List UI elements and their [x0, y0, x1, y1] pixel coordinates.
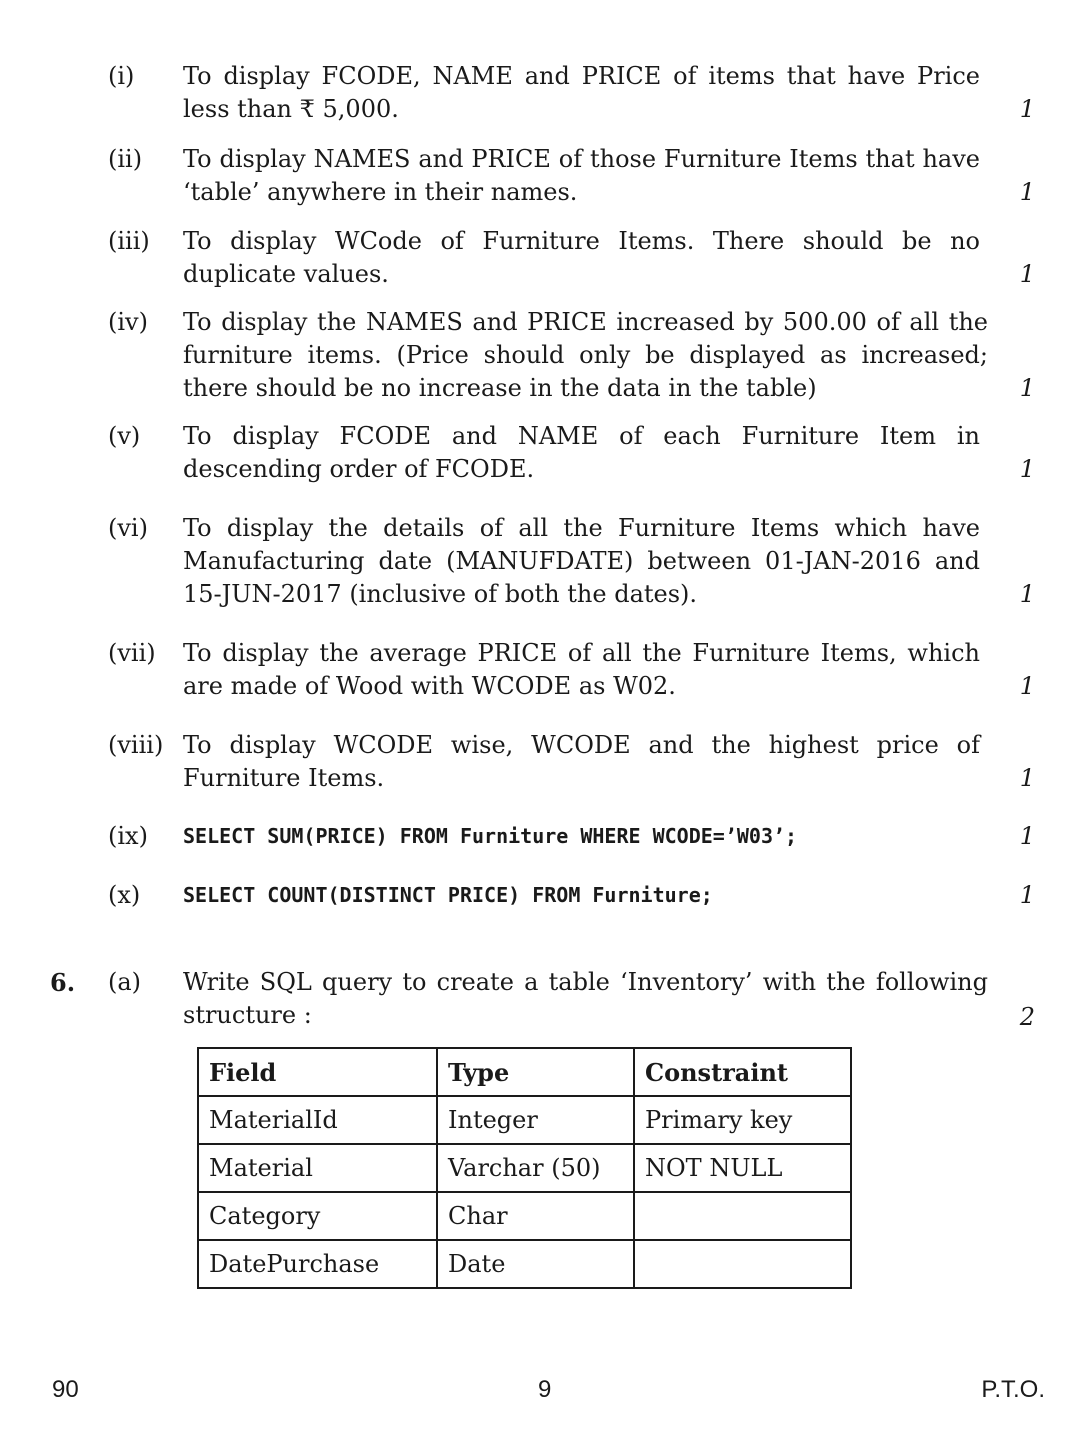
table-row: [198, 1096, 851, 1144]
question-text: To display NAMES and PRICE of those Furniture Items that have ‘table’ anywhere in their names.: [183, 145, 980, 206]
question-part-label: (a): [108, 968, 142, 996]
question-marks: 1: [1019, 260, 1035, 288]
sql-query-text: SELECT SUM(PRICE) FROM Furniture WHERE WCODE=’W03’;: [183, 824, 798, 848]
table-cell: Char: [437, 1192, 634, 1240]
question-marks: 2: [1019, 1003, 1035, 1031]
sql-query-text: SELECT COUNT(DISTINCT PRICE) FROM Furniture;: [183, 883, 713, 907]
question-marks: 1: [1019, 178, 1035, 206]
question-marks: 1: [1019, 822, 1035, 850]
table-cell: DatePurchase: [198, 1240, 437, 1288]
table-cell: Primary key: [634, 1096, 851, 1144]
question-text: To display the average PRICE of all the Furniture Items, which are made of Wood with WCODE as W02.: [183, 639, 980, 700]
table-cell: Date: [437, 1240, 634, 1288]
question-text: To display FCODE, NAME and PRICE of items that have Price less than ₹ 5,000.: [183, 62, 980, 123]
question-number: (vi): [108, 514, 148, 542]
question-marks: 1: [1019, 881, 1035, 909]
inventory-structure-table: [197, 1047, 852, 1289]
table-row: [198, 1240, 851, 1288]
table-cell: [634, 1240, 851, 1288]
question-marks: 1: [1019, 764, 1035, 792]
page-number: 9: [538, 1376, 552, 1403]
table-cell: Material: [198, 1144, 437, 1192]
question-main-number: 6.: [50, 968, 76, 997]
question-number: (v): [108, 422, 141, 450]
column-header: Field: [198, 1048, 437, 1096]
question-text: To display the details of all the Furniture Items which have Manufacturing date (MANUFDATE) between 01-JAN-2016 and 15-JUN-2017 (inclusive of both the dates).: [183, 514, 980, 608]
table-cell: Varchar (50): [437, 1144, 634, 1192]
table-header-row: [198, 1048, 851, 1096]
question-number: (vii): [108, 639, 156, 667]
paper-code: 90: [52, 1376, 79, 1403]
question-number: (iii): [108, 227, 150, 255]
question-number: (viii): [108, 731, 164, 759]
column-header: Constraint: [634, 1048, 851, 1096]
question-text: To display WCODE wise, WCODE and the highest price of Furniture Items.: [183, 731, 980, 792]
question-number: (i): [108, 62, 135, 90]
table-cell: Integer: [437, 1096, 634, 1144]
column-header: Type: [437, 1048, 634, 1096]
question-number: (x): [108, 881, 141, 909]
question-text: To display the NAMES and PRICE increased by 500.00 of all the furniture items. (Price should only be displayed as increased; there should be no increase in the data in the table): [183, 308, 988, 402]
question-text: To display FCODE and NAME of each Furniture Item in descending order of FCODE.: [183, 422, 980, 483]
pto-label: P.T.O.: [981, 1376, 1045, 1403]
table-cell: MaterialId: [198, 1096, 437, 1144]
table-cell: Category: [198, 1192, 437, 1240]
question-marks: 1: [1019, 95, 1035, 123]
table-row: [198, 1144, 851, 1192]
question-number: (iv): [108, 308, 148, 336]
question-marks: 1: [1019, 455, 1035, 483]
question-number: (ii): [108, 145, 143, 173]
table-row: [198, 1192, 851, 1240]
question-number: (ix): [108, 822, 148, 850]
question-text: Write SQL query to create a table ‘Inventory’ with the following structure :: [183, 968, 988, 1029]
table-cell: [634, 1192, 851, 1240]
question-marks: 1: [1019, 374, 1035, 402]
question-marks: 1: [1019, 580, 1035, 608]
table-cell: NOT NULL: [634, 1144, 851, 1192]
question-text: To display WCode of Furniture Items. There should be no duplicate values.: [183, 227, 980, 288]
question-marks: 1: [1019, 672, 1035, 700]
